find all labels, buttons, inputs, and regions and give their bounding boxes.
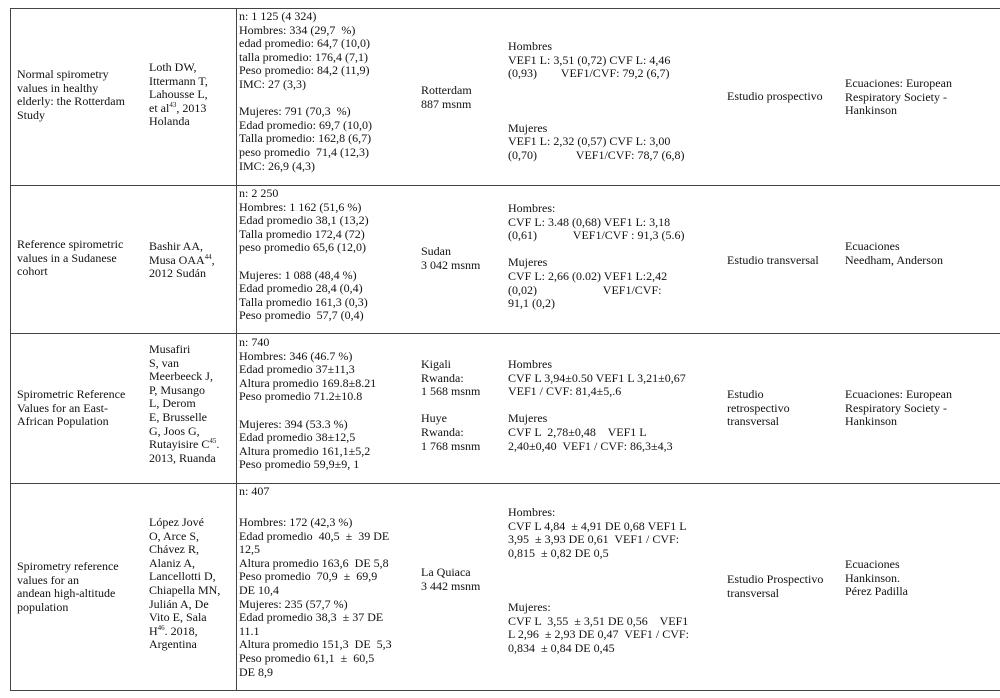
authors-year-country: . 2018, Argentina (149, 623, 198, 652)
authors-text: Loth DW, Ittermann T, Lahousse L, et al (149, 60, 208, 115)
study-title: Normal spirometry values in healthy elderly: the Rotterdam Study (17, 67, 125, 122)
study-title: Spirometric Reference Values for an East- African Population (17, 387, 126, 429)
study-design: Estudio prospectivo (727, 89, 823, 103)
study-authors (149, 516, 235, 652)
authors-year-country: , 2012 Sudán (149, 252, 215, 281)
authors-year-country: . 2013, Ruanda (149, 437, 220, 465)
authors-year-country: , 2013 Holanda (149, 100, 207, 129)
population-data: n: 740 Hombres: 346 (46.7 %) Edad promedio 37±11,3 Altura promedio 169.8±8.21 Peso promedio 71.2±10.8 Mujeres: 394 (53.3 %) Edad promedio 38±12,5 Altura promedio 161,1±5,2 Peso promedio 59,9±9, 1 (239, 335, 377, 472)
authors-text: López Jové O, Arce S, Chávez R, Alaniz A, Lancellotti D, Chiapella MN, Julián A, De Vito E, Sala H (149, 515, 221, 638)
study-location: Kigali Rwanda: 1 568 msnm Huye Rwanda: 1 768 msnm (421, 357, 481, 453)
population-data: Hombres: 172 (42,3 %) Edad promedio 40,5 ± 39 DE 12,5 Altura promedio 163,6 DE 5,8 Peso promedio 70,9 ± 69,9 DE 10,4 Mujeres: 235 (57,7 %) Edad promedio 38,3 ± 37 DE 11.1 Altura promedio 151,3 DE 5,3 Peso promedio 61,1 ± 60,5 DE 8,9 (239, 515, 392, 679)
study-authors (149, 343, 235, 465)
study-location: Sudan 3 042 msnm (421, 244, 481, 272)
study-location: La Quiaca 3 442 msnm (421, 565, 481, 593)
column-divider (10, 8, 11, 690)
reference-number: 45 (209, 437, 217, 446)
population-data: n: 2 250 Hombres: 1 162 (51,6 %) Edad promedio 38,1 (13,2) Talla promedio 172,4 (72) peso promedio 65,6 (12,0) Mujeres: 1 088 (48,4 %) Edad promedio 28,4 (0,4) Talla promedio 161,3 (0,3) Peso promedio 57,7 (0,4) (239, 186, 369, 323)
spirometry-values: Hombres CVF L 3,94±0.50 VEF1 L 3,21±0,67 VEF1 / CVF: 81,4±5,.6 Mujeres CVF L 2,78±0,48 VEF1 L 2,40±0,40 VEF1 / CVF: 86,3±4,3 (508, 357, 686, 453)
spirometry-values: Hombres: CVF L 4,84 ± 4,91 DE 0,68 VEF1 L 3,95 ± 3,93 DE 0,61 VEF1 / CVF: 0,815 ± 0,82 DE 0,5 Mujeres: CVF L 3,55 ± 3,51 DE 0,56 VEF1 L 2,96 ± 2,93 DE 0,47 VEF1 / CVF: 0,834 ± 0,84 DE 0,45 (508, 505, 689, 655)
reference-equations: Ecuaciones: European Respiratory Society - Hankinson (845, 387, 952, 429)
study-authors (149, 61, 235, 129)
study-location: Rotterdam 887 msnm (421, 83, 472, 111)
authors-text: Musafiri S, van Meerbeeck J, P, Musango L, Derom E, Brusselle G, Joos G, Rutayisire C (149, 342, 213, 452)
population-count: n: 407 (239, 484, 270, 498)
column-divider (236, 8, 237, 690)
study-title: Spirometry reference values for an andean high-altitude population (17, 559, 119, 614)
reference-number: 44 (204, 252, 212, 261)
reference-number: 46 (157, 623, 165, 632)
study-design: Estudio retrospectivo transversal (727, 387, 790, 429)
reference-equations: Ecuaciones Hankinson. Pérez Padilla (845, 557, 908, 599)
reference-equations: Ecuaciones: European Respiratory Society - Hankinson (845, 76, 952, 118)
spirometry-values: Hombres VEF1 L: 3,51 (0,72) CVF L: 4,46 (0,93) VEF1/CVF: 79,2 (6,7) Mujeres VEF1 L: 2,32 (0,57) CVF L: 3,00 (0,70) VEF1/CVF: 78,7 (6,8) (508, 39, 685, 162)
authors-text: Bashir AA, Musa OAA (149, 239, 205, 267)
study-design: Estudio transversal (727, 253, 819, 267)
study-design: Estudio Prospectivo transversal (727, 572, 824, 600)
reference-equations: Ecuaciones Needham, Anderson (845, 239, 943, 267)
population-data: n: 1 125 (4 324) Hombres: 334 (29,7 %) edad promedio: 64,7 (10,0) talla promedio: 176,4 (7,1) Peso promedio: 84,2 (11,9) IMC: 27 (3,3) Mujeres: 791 (70,3 %) Edad promedio: 69,7 (10,0) Talla promedio: 162,8 (6,7) peso promedio 71,4 (12,3) IMC: 26,9 (4,3) (239, 9, 372, 173)
reference-number: 43 (169, 100, 177, 109)
spirometry-values: Hombres: CVF L: 3.48 (0,68) VEF1 L: 3,18 (0,61) VEF1/CVF : 91,3 (5.6) Mujeres CVF L: 2,66 (0.02) VEF1 L:2,42 (0,02) VEF1/CVF: 91,1 (0,2) (508, 201, 685, 311)
study-title: Reference spirometric values in a Sudanese cohort (17, 237, 124, 279)
study-authors (149, 240, 235, 281)
